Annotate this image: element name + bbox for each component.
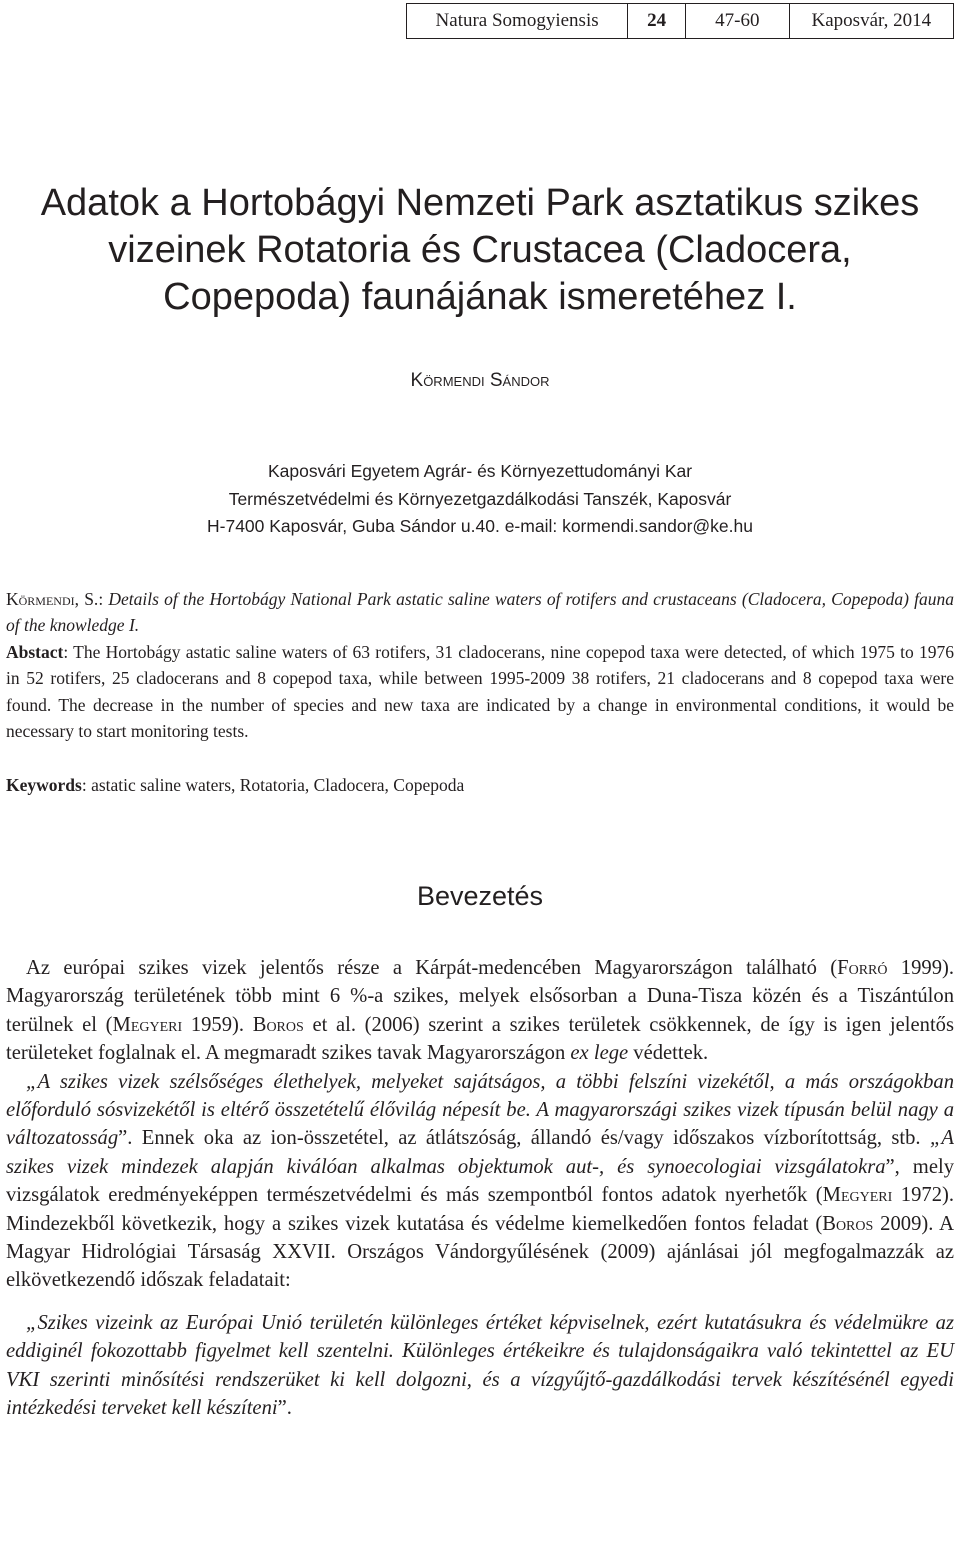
citation-sep: : (98, 589, 109, 609)
body-paragraph (6, 954, 954, 1068)
title-line: vizeinek Rotatoria és Crustacea (Cladocera, (108, 229, 852, 271)
text-run: ”, mely vizsgálatok eredményeképpen természetvédelmi és más szempontból fontos adatok nyerhetők ( (6, 1155, 954, 1207)
abstract-paragraph (6, 639, 954, 745)
abstract-label: Abstact (6, 641, 64, 662)
english-abstract (6, 586, 954, 744)
body-text (6, 954, 954, 1423)
reference-author: Boros (252, 1013, 304, 1036)
affiliation (0, 458, 960, 541)
keywords-text: : astatic saline waters, Rotatoria, Cladocera, Copepoda (81, 775, 465, 795)
volume-number: 24 (628, 4, 686, 38)
article-title (0, 180, 960, 321)
journal-header (406, 3, 954, 39)
section-heading: Bevezetés (416, 881, 544, 911)
reference-author: Forró (837, 957, 888, 979)
title-line: Copepoda) faunájának ismeretéhez I. (163, 276, 797, 318)
citation-title: Details of the Hortobágy National Park astatic saline waters of rotifers and crustaceans (Cladocera, Copepoda) fauna of the knowledge I. (6, 589, 954, 636)
abstract-text: : The Hortobágy astatic saline waters of 63 rotifers, 31 cladocerans, nine copepod taxa were detected, of which 1975 to 1976 in 52 rotifers, 25 cladocerans and 8 copepod taxa, while between 1995-2009 38 rotifers, 21 cladocerans and 8 copepod taxa were found. The decrease in the number of species and new taxa are indicated by a change in environmental conditions, it would be necessary to start monitoring tests. (6, 641, 954, 742)
text-run: 1999). Magyarország területének több mint 6 %-a szikes, melyek elsősorban a Duna-Tisza közén és a Tiszántúlon terülnek el ( (6, 957, 954, 1036)
reference-author: Boros (822, 1212, 874, 1235)
place-year: Kaposvár, 2014 (811, 10, 932, 31)
text-run: 1972). Mindezekből következik, hogy a szikes vizek kutatása és védelme kiemelkedően fontos feladat ( (6, 1184, 954, 1235)
keywords-label: Keywords (6, 775, 82, 795)
quotation: „A szikes vizek mindezek alapján kiválóan alkalmas objektumok aut-, és synoecologiai vizsgálatokra (6, 1127, 954, 1178)
body-paragraph (6, 1309, 954, 1423)
quotation: „A szikes vizek szélsőséges élethelyek, melyeket sajátságos, a többi felszíni vizekétől, a más országokban előforduló sósvizekétől is eltérő összetételű élővilág népesít be. A magyarországi szikes vizek típusán belül nagy a változatosság (6, 1070, 954, 1150)
text-run: védettek. (628, 1042, 709, 1065)
journal-name: Natura Somogyiensis (407, 4, 628, 38)
italic-term: ex lege (570, 1042, 629, 1065)
text-run: 2009). A Magyar Hidrológiai Társaság XXVII. Országos Vándorgyűlésének (2009) ajánlásai jól megfogalmazzák az elkövetkezendő időszak feladatait: (6, 1212, 954, 1292)
text-run: ”. (277, 1397, 292, 1420)
body-paragraph (6, 1068, 954, 1295)
affiliation-line: Kaposvári Egyetem Agrár- és Környezettudományi Kar (267, 461, 693, 481)
citation (6, 586, 954, 639)
title-line: Adatok a Hortobágyi Nemzeti Park asztatikus szikes (40, 182, 920, 224)
page-range: 47-60 (686, 4, 790, 38)
text-run: ”. Ennek oka az ion-összetétel, az átlátszóság, állandó és/vagy időszakos vízborítottság, stb. (118, 1127, 930, 1150)
text-run: Az európai szikes vizek jelentős része a Kárpát-medencében Magyarországon található ( (26, 957, 838, 979)
quotation: „Szikes vizeink az Európai Unió területén különleges értéket képviselnek, ezért kutatásukra és védelmükre az eddiginél fokozottabb figyelmet kell szentelni. Különleges értékeikre és tulajdonságaikra való tekintettel az EU VKI szerinti minősítési rendszerüket ki kell dolgozni, és a vízgyűjtő-gazdálkodási tervek készítésénél egyedi intézkedési terveket kell készíteni (6, 1311, 954, 1420)
affiliation-line: Természetvédelmi és Környezetgazdálkodási Tanszék, Kaposvár (228, 488, 732, 509)
keywords (6, 775, 954, 796)
reference-author: Megyeri (822, 1184, 893, 1207)
citation-author: Körmendi, S. (6, 589, 99, 609)
text-run: 1959). (182, 1013, 253, 1036)
reference-author: Megyeri (112, 1013, 183, 1036)
affiliation-line: H-7400 Kaposvár, Guba Sándor u.40. e-mail: kormendi.sandor@ke.hu (207, 516, 753, 536)
author-name: Körmendi Sándor (410, 370, 550, 391)
text-run: et al. (2006) szerint a szikes területek csökkennek, de így is igen jelentős területeket foglalnak el. A megmaradt szikes tavak Magyarországon (6, 1013, 954, 1065)
